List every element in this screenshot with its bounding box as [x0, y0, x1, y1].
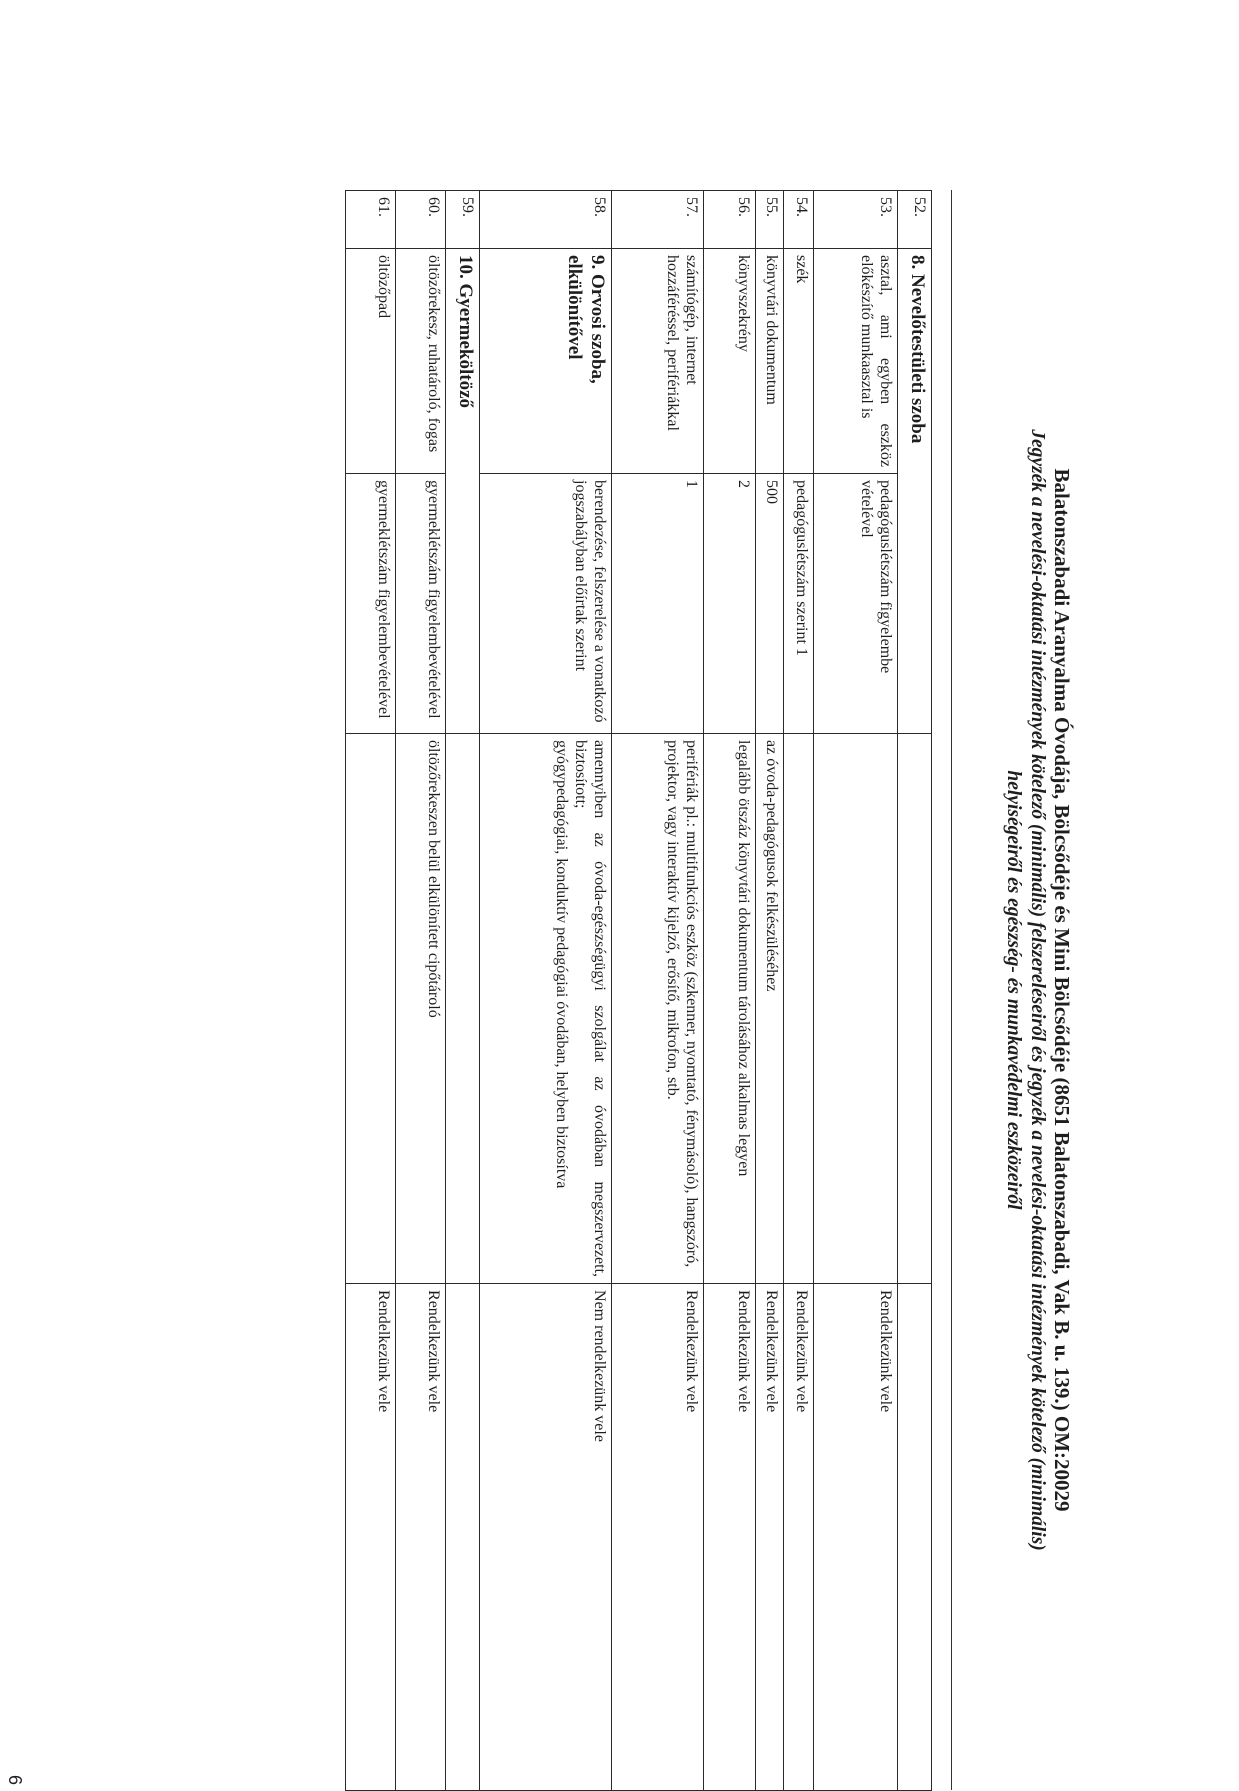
- row-number: 54.: [784, 191, 814, 249]
- section-heading: 9. Orvosi szoba, elkülönítővel: [480, 249, 612, 474]
- document-subtitle-line-1: Jegyzék a nevelési-oktatási intézmények kötelező (minimális) felszereléseiről és jegyzék a nevelési-oktatási intézmények kötelező (minimális): [1027, 429, 1048, 1551]
- item-quantity: gyermeklétszám figyelembevételével: [346, 474, 396, 734]
- item-note: az óvoda-pedagógusok felkészüléséhez: [756, 734, 784, 1284]
- item-status: Rendelkezünk vele: [612, 1284, 704, 1791]
- table-row: [814, 191, 898, 1791]
- section-heading: 10. Gyermeköltöző: [446, 249, 480, 734]
- item-note: [814, 734, 898, 1284]
- item-note: öltözőrekeszen belül elkülönített cipőtároló: [396, 734, 446, 1284]
- document-header: [1001, 190, 1075, 1790]
- item-quantity: gyermeklétszám figyelembevételével: [396, 474, 446, 734]
- table-row: [756, 191, 784, 1791]
- header-divider: [951, 190, 952, 1790]
- row-number: 59.: [446, 191, 480, 249]
- table-row: [346, 191, 396, 1791]
- table-row: [446, 191, 480, 1791]
- section-heading: 8. Nevelőtestületi szoba: [898, 249, 932, 734]
- equipment-table: [345, 190, 932, 1791]
- document-title: Balatonszabadi Aranyalma Óvodája, Bölcsődéje és Mini Bölcsődéje (8651 Balatonszabadi, Vak B. u. 139.) OM:20029: [1050, 468, 1074, 1512]
- item-note: [480, 734, 612, 1284]
- item-note: legalább ötszáz könyvtári dokumentum tárolásához alkalmas legyen: [704, 734, 756, 1284]
- item-status: Rendelkezünk vele: [346, 1284, 396, 1791]
- item-status: Rendelkezünk vele: [396, 1284, 446, 1791]
- table-row: [704, 191, 756, 1791]
- row-number: 60.: [396, 191, 446, 249]
- table-row: [784, 191, 814, 1791]
- document-subtitle-line-2: helyiségeiről és egészség- és munkavédelmi eszközeiről: [1003, 770, 1024, 1210]
- item-quantity: 2: [704, 474, 756, 734]
- item-status: Rendelkezünk vele: [814, 1284, 898, 1791]
- row-number: 53.: [814, 191, 898, 249]
- item-note: [784, 734, 814, 1284]
- row-number: 55.: [756, 191, 784, 249]
- page-number: 6: [5, 1775, 25, 1786]
- row-number: 58.: [480, 191, 612, 249]
- item-note: perifériák pl.: multifunkciós eszköz (szkenner, nyomtató, fénymásoló), hangszóró, projektor, vagy interaktív kijelző, erősítő, mikrofon, stb.: [612, 734, 704, 1284]
- item-name: öltözőrekesz, ruhatároló, fogas: [396, 249, 446, 474]
- item-name: könyvszekrény: [704, 249, 756, 474]
- item-name: asztal, ami egyben eszköz előkészítő munkaasztal is: [814, 249, 898, 474]
- item-status: Rendelkezünk vele: [704, 1284, 756, 1791]
- item-quantity: berendezése, felszerelése a vonatkozó jogszabályban előírtak szerint: [480, 474, 612, 734]
- item-status: Nem rendelkezünk vele: [480, 1284, 612, 1791]
- item-status: Rendelkezünk vele: [784, 1284, 814, 1791]
- item-name: öltözőpad: [346, 249, 396, 474]
- row-number: 52.: [898, 191, 932, 249]
- item-quantity: pedagóguslétszám szerint 1: [784, 474, 814, 734]
- row-number: 56.: [704, 191, 756, 249]
- item-quantity: 1: [612, 474, 704, 734]
- note-line: amennyiben az óvoda-egészségügyi szolgálat az óvodában megszervezett, biztosított;: [572, 740, 608, 1278]
- item-note: [346, 734, 396, 1284]
- item-name: könyvtári dokumentum: [756, 249, 784, 474]
- table-row: [612, 191, 704, 1791]
- row-number: 61.: [346, 191, 396, 249]
- table-row: [480, 191, 612, 1791]
- item-name: számítógép, internet hozzáféréssel, perifériákkal: [612, 249, 704, 474]
- table-row: [898, 191, 932, 1791]
- item-status: Rendelkezünk vele: [756, 1284, 784, 1791]
- rotated-page-content: [0, 190, 1075, 1790]
- note-line: gyógypedagógiai, konduktív pedagógiai óvodában, helyben biztosítva: [553, 740, 570, 1189]
- item-quantity: 500: [756, 474, 784, 734]
- table-row: [396, 191, 446, 1791]
- item-name: szék: [784, 249, 814, 474]
- item-quantity: pedagóguslétszám figyelembe vételével: [814, 474, 898, 734]
- row-number: 57.: [612, 191, 704, 249]
